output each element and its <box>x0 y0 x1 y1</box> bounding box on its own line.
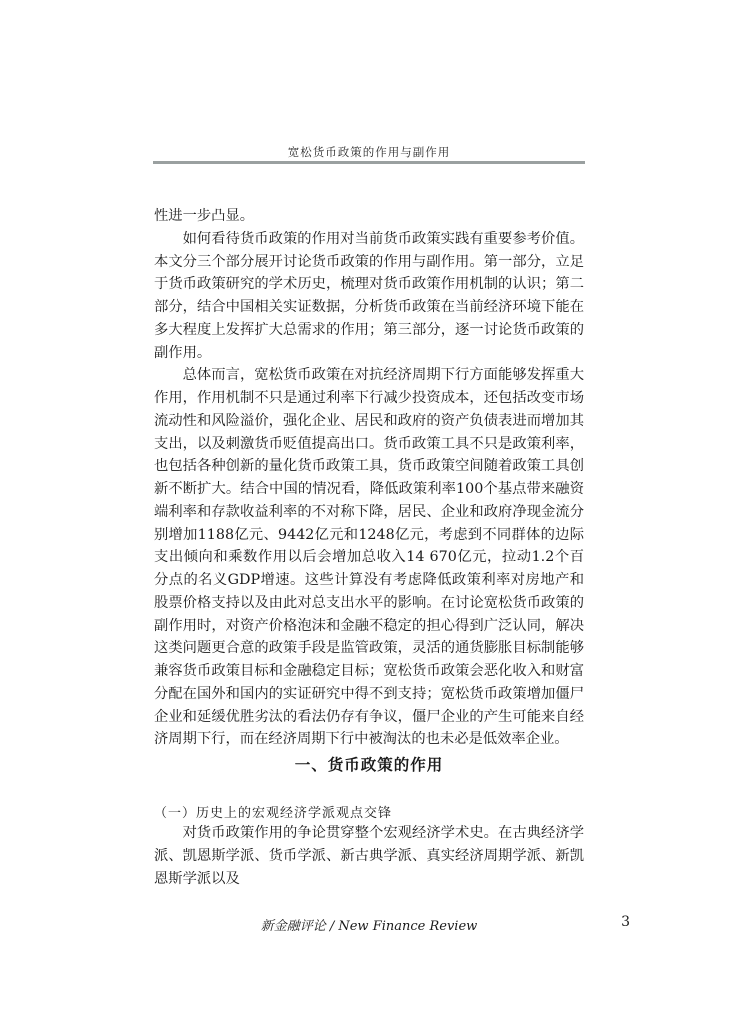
footer-journal-title: 新金融评论 / New Finance Review <box>260 919 478 934</box>
running-head: 宽松货币政策的作用与副作用 <box>287 145 451 159</box>
paragraph-summary: 总体而言，宽松货币政策在对抗经济周期下行方面能够发挥重大作用，作用机制不只是通过利率下行减少投资成本，还包括改变市场流动性和风险溢价，强化企业、居民和政府的资产负债表进而增加其支出，以及刺激货币贬值提高出口。货币政策工具不只是政策利率，也包括各种创新的量化货币政策工具，货币政策空间随着政策工具创新不断扩大。结合中国的情况看，降低政策利率100个基点带来融资端利率和存款收益利率的不对称下降，居民、企业和政府净现金流分别增加1188亿元、9442亿元和1248亿元，考虑到不同群体的边际支出倾向和乘数作用以后会增加总收入14 670亿元，拉动1.2个百分点的名义GDP增速。这些计算没有考虑降低政策利率对房地产和股票价格支持以及由此对总支出水平的影响。在讨论宽松货币政策的副作用时，对资产价格泡沫和金融不稳定的担心得到广泛认同，解决这类问题更合意的政策手段是监管政策，灵活的通货膨胀目标制能够兼容货币政策目标和金融稳定目标；宽松货币政策会恶化收入和财富分配在国外和国内的实证研究中得不到支持；宽松货币政策增加僵尸企业和延缓优胜劣汰的看法仍存有争议，僵尸企业的产生可能来自经济周期下行，而在经济周期下行中被淘汰的也未必是低效率企业。 <box>154 367 584 748</box>
paragraph-history <box>154 822 584 890</box>
paragraph-history-text: 对货币政策作用的争论贯穿整个宏观经济学术史。在古典经济学派、凯恩斯学派、货币学派、新古典学派、真实经济周期学派、新凯恩斯学派以及 <box>154 825 584 887</box>
body-text <box>154 205 584 751</box>
header-rule <box>153 161 585 164</box>
subsection-title: （一）历史上的宏观经济学派观点交锋 <box>154 806 393 821</box>
paragraph-outline: 如何看待货币政策的作用对当前货币政策实践有重要参考价值。本文分三个部分展开讨论货币政策的作用与副作用。第一部分，立足于货币政策研究的学术历史，梳理对货币政策作用机制的认识；第二部分，结合中国相关实证数据，分析货币政策在当前经济环境下能在多大程度上发挥扩大总需求的作用；第三部分，逐一讨论货币政策的副作用。 <box>154 230 584 361</box>
paragraph-continuation: 性进一步凸显。 <box>154 208 255 224</box>
page-number: 3 <box>621 914 630 930</box>
section-title: 一、货币政策的作用 <box>294 756 444 774</box>
